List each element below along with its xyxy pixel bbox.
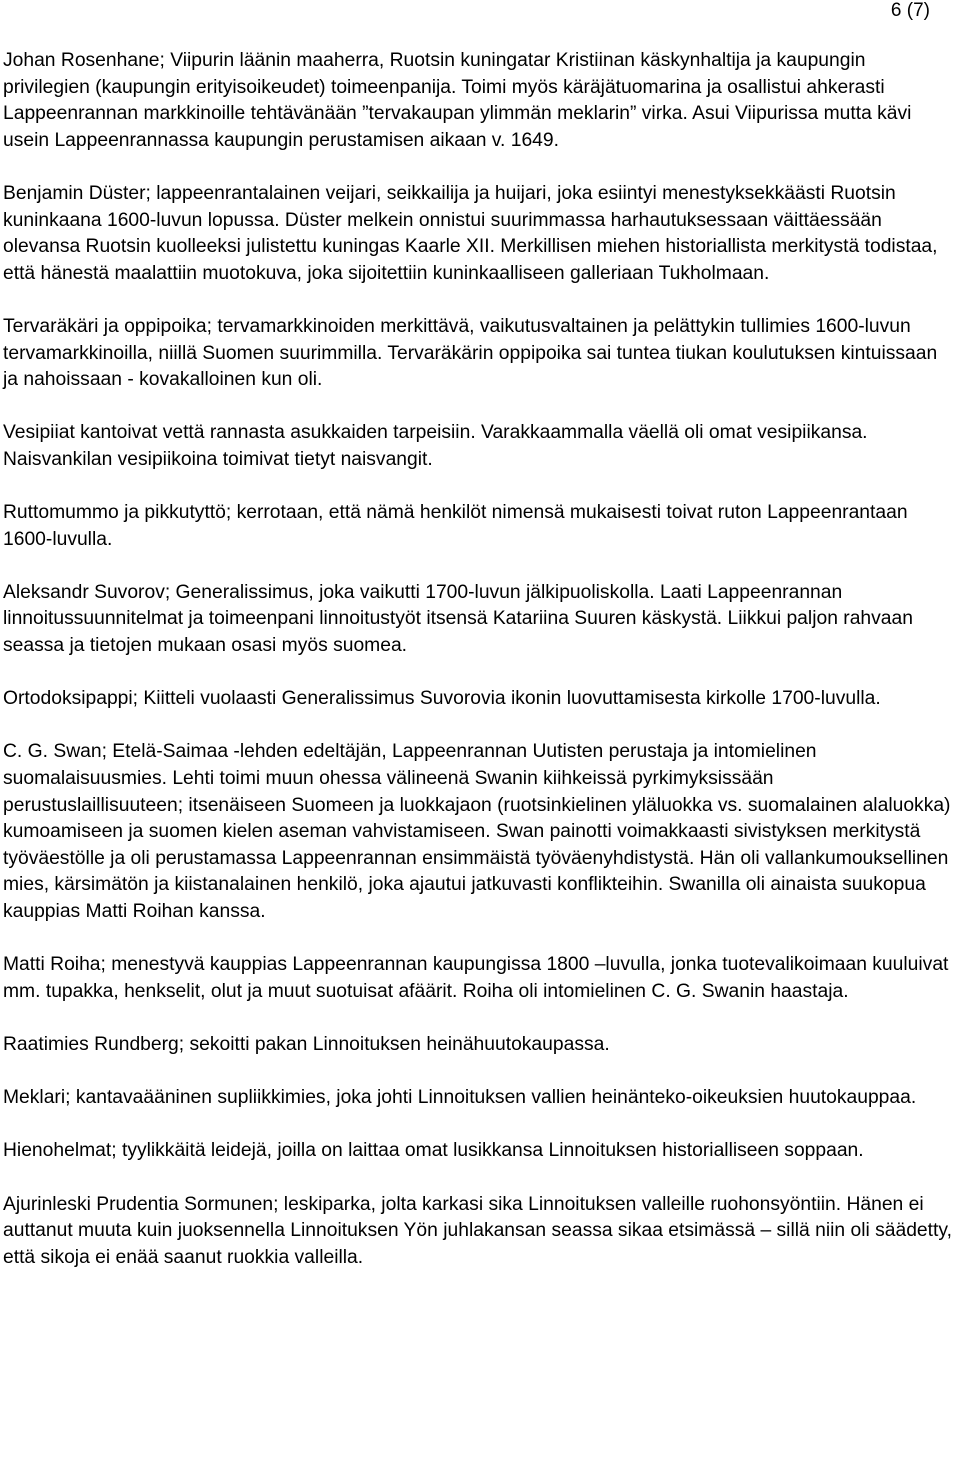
- paragraph-ortodoksipappi: Ortodoksipappi; Kiitteli vuolaasti Generalissimus Suvorovia ikonin luovuttamisesta kirkolle 1700-luvulla.: [3, 688, 881, 710]
- paragraph-johan-rosenhane: Johan Rosenhane; Viipurin läänin maaherra, Ruotsin kuningatar Kristiinan käskynhaltija ja kaupungin privilegien (kaupungin erityisoikeudet) toimeenpanija. Toimi myös käräjätuomarina ja osallistui ahkerasti Lappeenrannan markkinoille tehtävänään ”tervakaupan ylimmän meklarin” virka. Asui Viipurissa mutta kävi usein Lappeenrannassa kaupungin perustamisen aikaan v. 1649.: [3, 50, 912, 151]
- paragraph-cg-swan: C. G. Swan; Etelä-Saimaa -lehden edeltäjän, Lappeenrannan Uutisten perustaja ja intomielinen suomalaisuusmies. Lehti toimi muun ohessa välineenä Swanin kiihkeissä pyrkimyksissään perustuslaillisuuteen; itsenäiseen Suomeen ja luokkajaon (ruotsinkielinen yläluokka vs. suomalainen alaluokka) kumoamiseen ja suomen kielen aseman vahvistamiseen. Swan painotti voimakkaasti sivistyksen merkitystä työväestölle ja oli perustamassa Lappeenrannan ensimmäistä työväenyhdistystä. Hän oli vallankumouksellinen mies, kärsimätön ja kiistanalainen henkilö, joka ajautui jatkuvasti konflikteihin. Swanilla oli ainaista suukopua kauppias Matti Roihan kanssa.: [3, 741, 951, 922]
- paragraph-meklari: Meklari; kantavaääninen supliikkimies, joka johti Linnoituksen vallien heinänteko-oikeuksien huutokauppaa.: [3, 1087, 917, 1109]
- paragraph-ajurinleski: Ajurinleski Prudentia Sormunen; leskiparka, jolta karkasi sika Linnoituksen valleille ruohonsyöntiin. Hänen ei auttanut muuta kuin juoksennella Linnoituksen Yön juhlakansan seassa sikaa etsimässä – sillä niin oli säädetty, että sikoja ei enää saanut ruokkia valleilla.: [3, 1193, 952, 1268]
- paragraph-hienohelmat: Hienohelmat; tyylikkäitä leidejä, joilla on laittaa omat lusikkansa Linnoituksen historialliseen soppaan.: [3, 1140, 864, 1162]
- page-number: 6 (7): [890, 0, 930, 21]
- paragraph-matti-roiha: Matti Roiha; menestyvä kauppias Lappeenrannan kaupungissa 1800 –luvulla, jonka tuotevalikoimaan kuuluivat mm. tupakka, henkselit, olut ja muut suotuisat afäärit. Roiha oli intomielinen C. G. Swanin haastaja.: [3, 954, 949, 1002]
- paragraph-aleksandr-suvorov: Aleksandr Suvorov; Generalissimus, joka vaikutti 1700-luvun jälkipuoliskolla. Laati Lappeenrannan linnoitussuunnitelmat ja toimeenpani linnoitustyöt itsensä Katariina Suuren käskystä. Liikkui paljon rahvaan seassa ja tietojen mukaan osasi myös suomea.: [3, 581, 913, 657]
- paragraph-benjamin-duster: Benjamin Düster; lappeenrantalainen veijari, seikkailija ja huijari, joka esiintyi menestyksekkäästi Ruotsin kuninkaana 1600-luvun lopussa. Düster melkein onnistui suurimmassa harhautuksessaan väittäessään olevansa Ruotsin kuolleeksi julistettu kuningas Kaarle XII. Merkillisen miehen historiallista merkitystä todistaa, että hänestä maalattiin muotokuva, joka sijoitettiin kuninkaalliseen galleriaan Tukholmaan.: [3, 182, 938, 284]
- paragraph-ruttomummo: Ruttomummo ja pikkutyttö; kerrotaan, että nämä henkilöt nimensä mukaisesti toivat ruton Lappeenrantaan 1600-luvulla.: [3, 502, 908, 550]
- paragraph-tervarakari: Tervaräkäri ja oppipoika; tervamarkkinoiden merkittävä, vaikutusvaltainen ja pelättykin tullimies 1600-luvun tervamarkkinoilla, niillä Suomen suurimmilla. Tervaräkärin oppipoika sai tuntea tiukan koulutuksen kintuissaan ja nahoissaan - kovakalloinen kun oli.: [3, 315, 938, 391]
- document-body: [3, 48, 957, 1298]
- paragraph-vesipiiat: Vesipiiat kantoivat vettä rannasta asukkaiden tarpeisiin. Varakkaammalla väellä oli omat vesipiikansa. Naisvankilan vesipiikoina toimivat tietyt naisvangit.: [3, 422, 868, 470]
- paragraph-raatimies-rundberg: Raatimies Rundberg; sekoitti pakan Linnoituksen heinähuutokaupassa.: [3, 1033, 610, 1055]
